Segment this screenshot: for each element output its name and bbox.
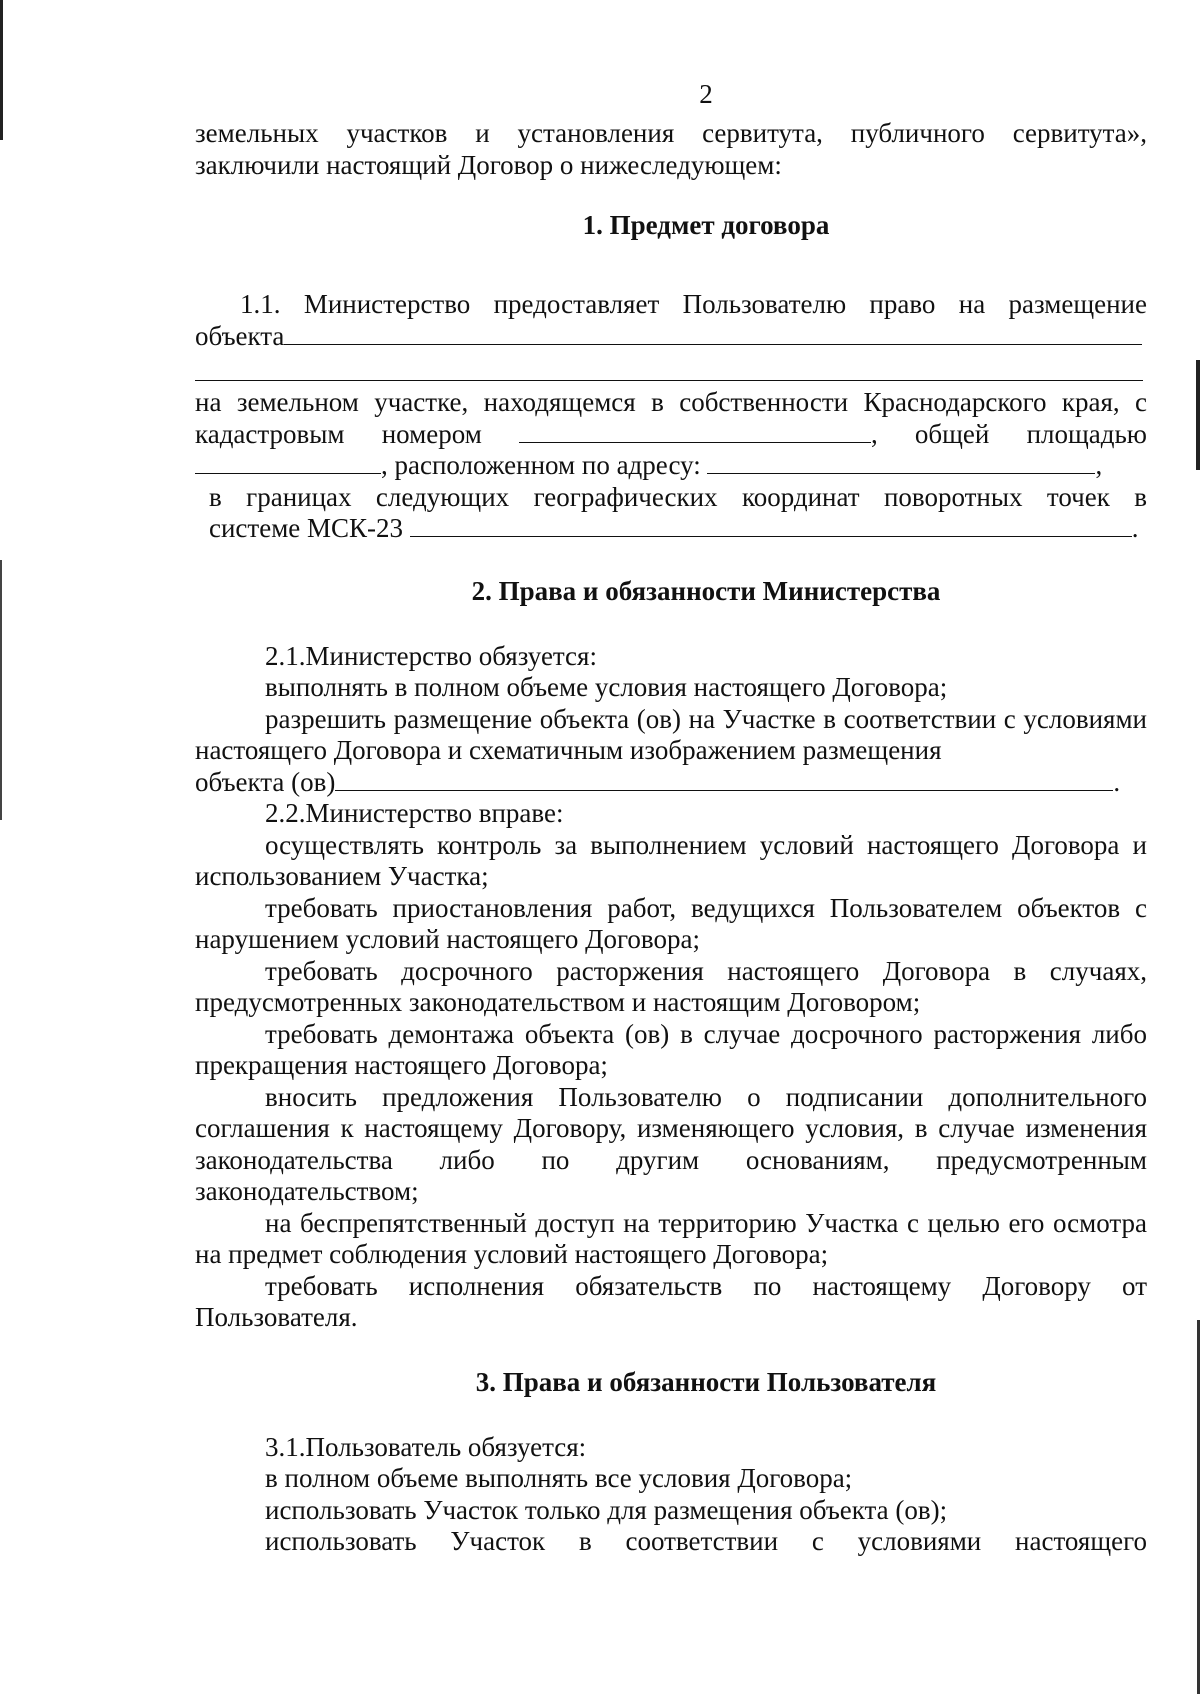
address-line (195, 450, 1147, 482)
coordinates-system-label: системе МСК-23 (209, 513, 404, 543)
coordinates-end-dot: . (1131, 513, 1139, 543)
document-page (195, 78, 1147, 1558)
page-number: 2 (699, 79, 713, 109)
clause-1-1-line-1: 1.1. Министерство предоставляет Пользователю право на размещение (240, 289, 1147, 319)
cadastral-number-field: , (519, 419, 878, 451)
clause-2-2: 2.2.Министерство вправе: (265, 798, 564, 828)
clause-3-1-b: использовать Участок только для размещения объекта (ов); (265, 1494, 948, 1525)
clause-2-2-b: требовать приостановления работ, ведущихся Пользователем объектов с нарушением условий настоящего Договора; (195, 892, 1147, 954)
clause-2-1: 2.1.Министерство обязуется: (265, 640, 597, 671)
address-comma: , (1095, 450, 1103, 480)
cadastral-word-4: площадью (1026, 418, 1147, 449)
intro-line-2: заключили настоящий Договор о нижеследующем: (195, 149, 782, 180)
address-label: , расположенном по адресу: (381, 450, 701, 480)
object-blank-full-line[interactable] (195, 352, 1143, 381)
clause-2-1-a: выполнять в полном объеме условия настоящего Договора; (265, 672, 948, 702)
clause-3-1-c: использовать Участок в соответствии с условиями настоящего (265, 1526, 1147, 1556)
clause-3-1: 3.1.Пользователь обязуется: (265, 1431, 587, 1462)
cadastral-word-2: номером (381, 418, 482, 449)
object-blank-line[interactable] (284, 322, 1142, 345)
clause-2-2-g: требовать исполнения обязательств по настоящему Договору от Пользователя. (195, 1270, 1147, 1332)
cadastral-word-3: общей (914, 418, 990, 449)
cadastral-row (195, 419, 1147, 451)
clause-2-2-e: вносить предложения Пользователю о подписании дополнительного соглашения к настоящему Договору, изменяющего условия, в случае изменения законодательства либо по другим основаниям, предусмотренным законодательством; (195, 1081, 1147, 1206)
object-ov-blank[interactable] (335, 768, 1113, 791)
clause-2-2-f: на беспрепятственный доступ на территорию Участка с целью его осмотра на предмет соблюдения условий настоящего Договора; (195, 1207, 1147, 1269)
section-2-title: 2. Права и обязанности Министерства (471, 575, 941, 606)
clause-1-1-object-line (195, 321, 1147, 353)
object-ov-dot: . (1113, 766, 1121, 797)
clause-2-1-b-end (195, 767, 1147, 799)
section-1-title: 1. Предмет договора (582, 210, 830, 240)
land-parcel-line: на земельном участке, находящемся в собственности Краснодарского края, с (195, 387, 1147, 417)
coordinates-blank[interactable] (410, 514, 1132, 537)
coordinates-line-1: в границах следующих географических координат поворотных точек в (209, 481, 1147, 512)
address-blank[interactable] (707, 451, 1095, 474)
coordinates-line-2 (209, 513, 1147, 545)
object-ov-label: объекта (ов) (195, 766, 336, 797)
clause-2-2-a: осуществлять контроль за выполнением условий настоящего Договора и использованием Участка; (195, 829, 1147, 891)
cadastral-word-1: кадастровым (195, 418, 345, 449)
scan-edge-left-top (0, 0, 3, 140)
clause-2-2-c: требовать досрочного расторжения настоящего Договора в случаях, предусмотренных законодательством и настоящим Договором; (195, 955, 1147, 1017)
area-blank[interactable] (195, 451, 381, 474)
cadastral-number-blank[interactable] (519, 420, 871, 443)
intro-line-1: земельных участков и установления сервитута, публичного сервитута», (195, 118, 1147, 148)
scan-edge-right-top (1196, 360, 1200, 470)
clause-2-2-d: требовать демонтажа объекта (ов) в случае досрочного расторжения либо прекращения настоящего Договора; (195, 1018, 1147, 1080)
scan-edge-left-mid (0, 560, 2, 820)
section-3-title: 3. Права и обязанности Пользователя (475, 1366, 937, 1397)
clause-2-1-b: разрешить размещение объекта (ов) на Участке в соответствии с условиями настоящего Договора и схематичным изображением размещения (195, 703, 1147, 765)
object-label: объекта (195, 320, 285, 351)
clause-3-1-a: в полном объеме выполнять все условия Договора; (265, 1463, 853, 1493)
